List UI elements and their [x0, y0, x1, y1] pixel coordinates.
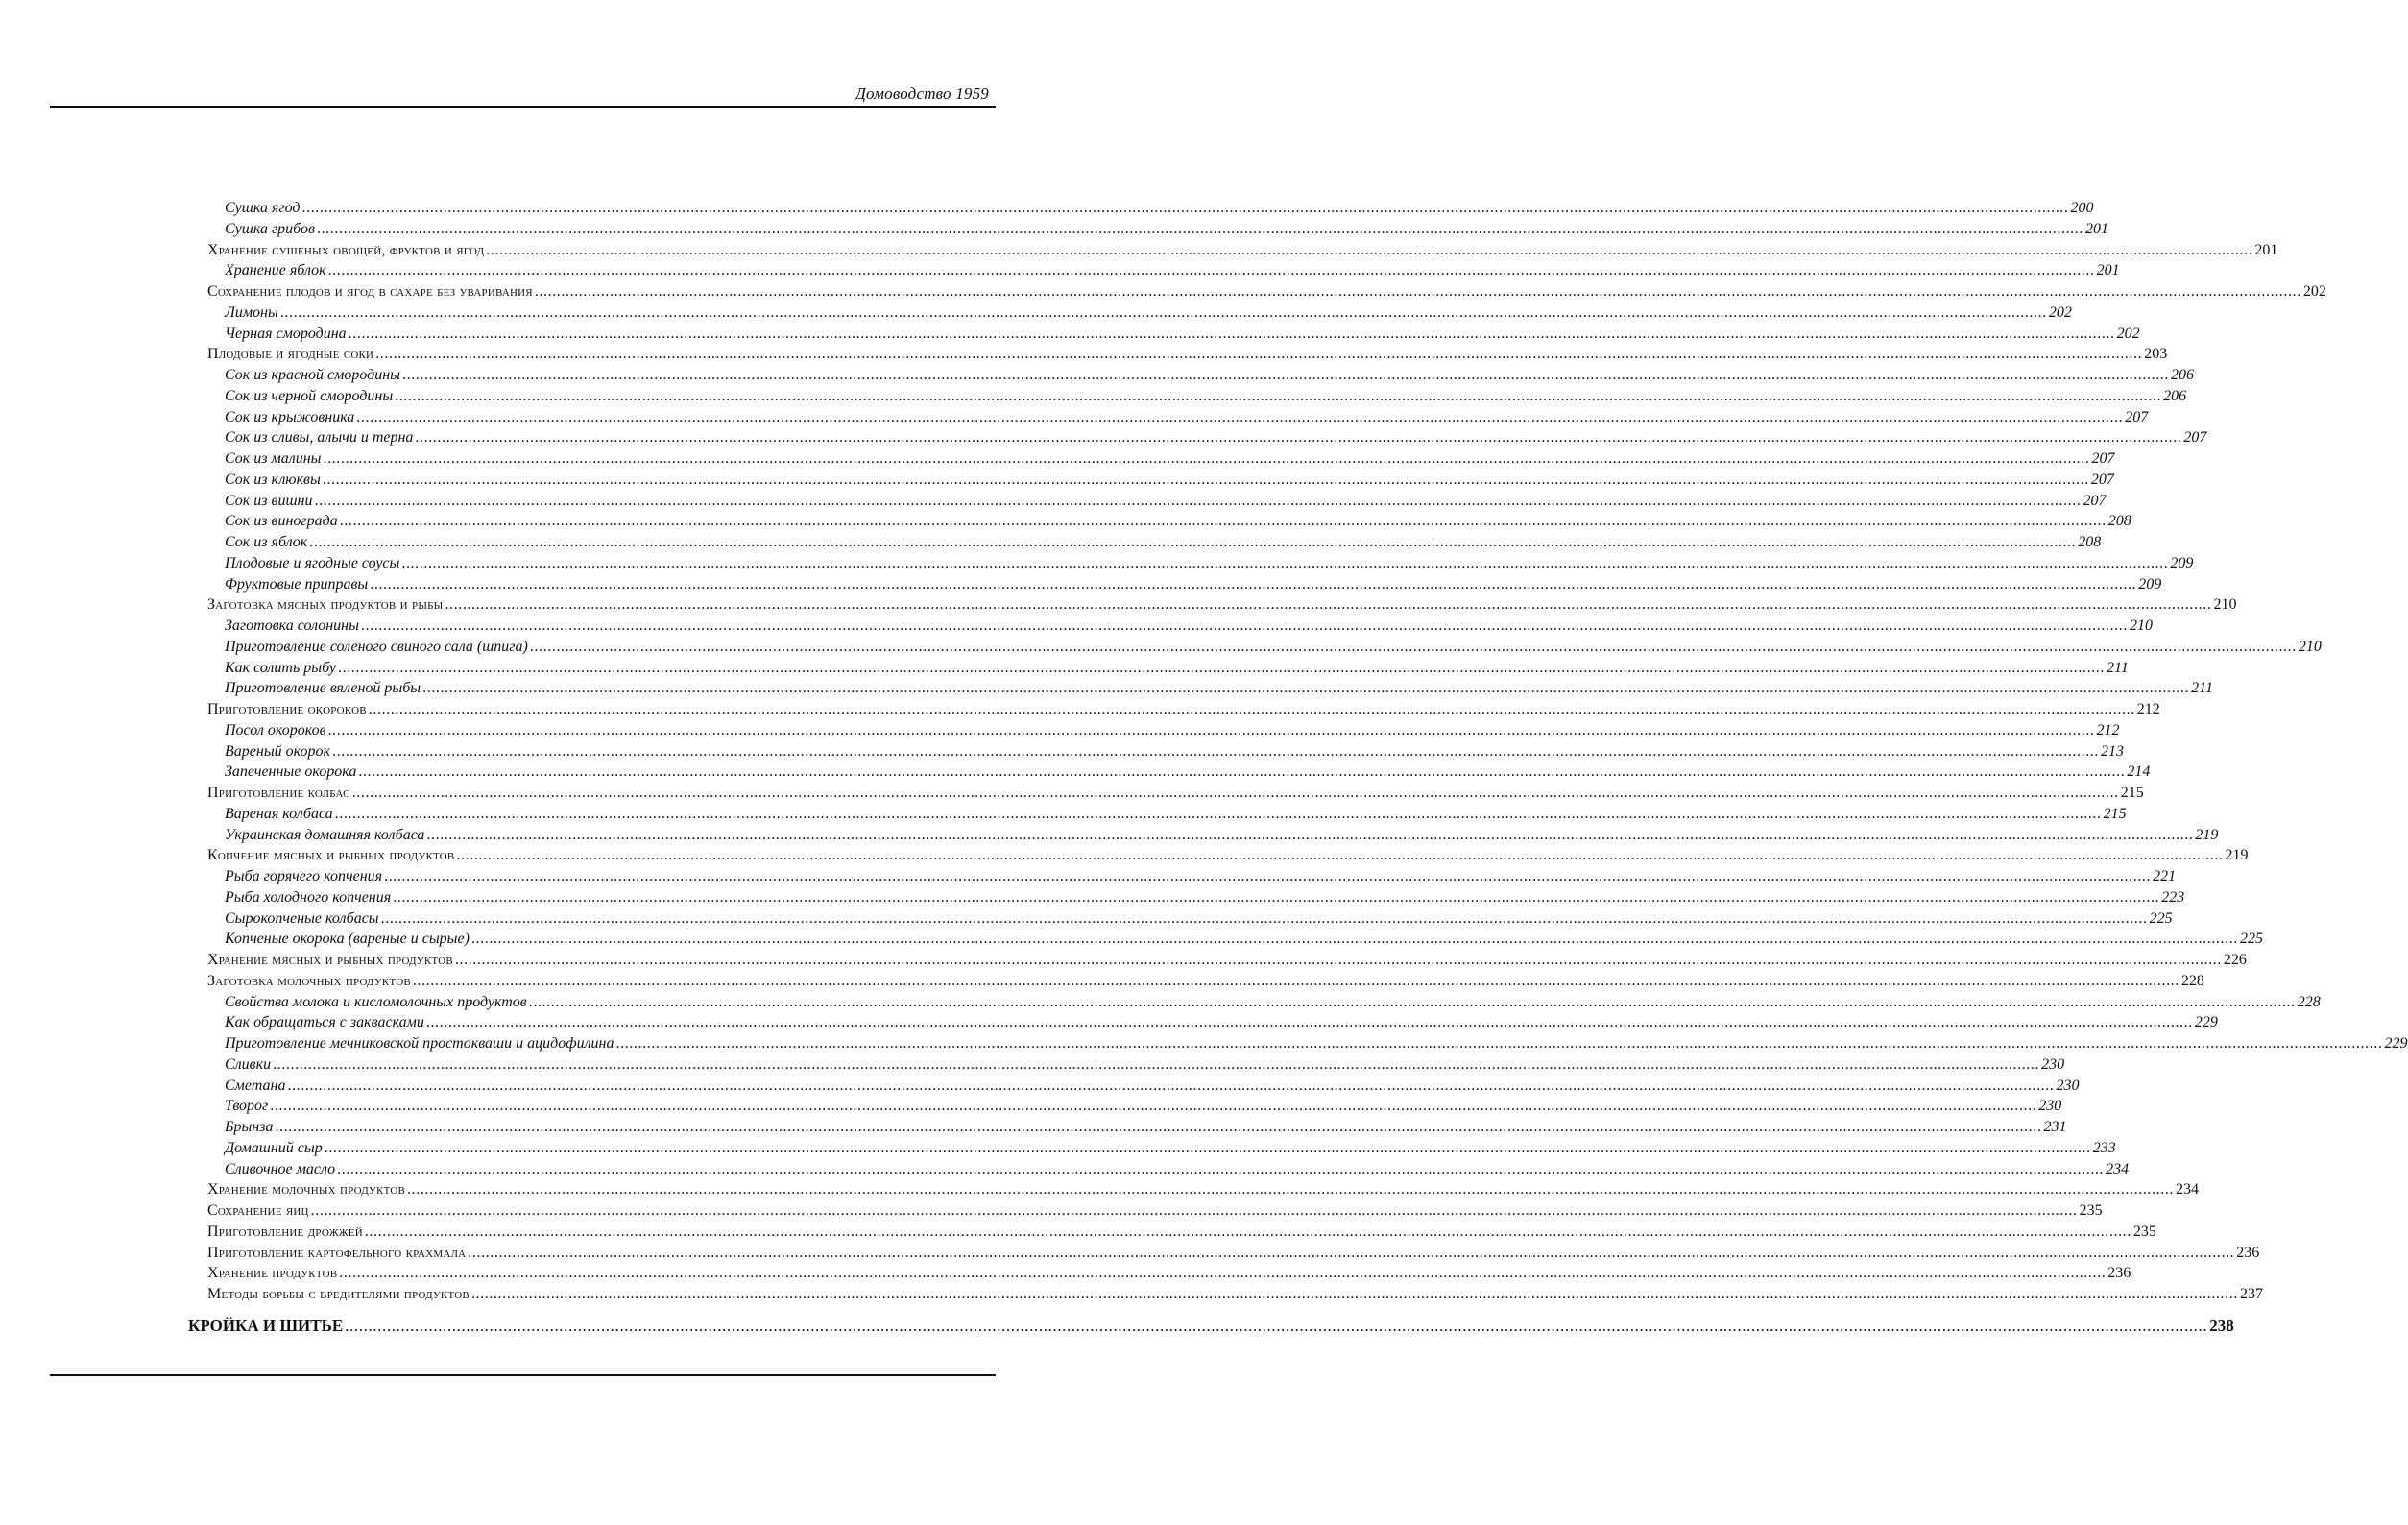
toc-entry-page-number: 214 [2127, 763, 2151, 781]
toc-entry-page-number: 236 [2236, 1244, 2260, 1261]
toc-entry-page-number: 201 [2084, 220, 2108, 237]
toc-chapter-entry [207, 239, 2278, 260]
toc-dot-leader: ................................................................................................................................................................................................................................................................................................................................................................................................................ [395, 387, 2162, 404]
toc-entry-label: Брынза [225, 1119, 274, 1135]
toc-dot-leader: ................................................................................................................................................................................................................................................................................................................................................................................................................ [393, 888, 2160, 906]
toc-entry-label: Заготовка солонины [225, 617, 359, 634]
toc-dot-leader: ................................................................................................................................................................................................................................................................................................................................................................................................................ [425, 1014, 2193, 1031]
toc-dot-leader: ................................................................................................................................................................................................................................................................................................................................................................................................................ [348, 325, 2115, 342]
toc-dot-leader: ................................................................................................................................................................................................................................................................................................................................................................................................................ [310, 1202, 2078, 1219]
toc-dot-leader: ................................................................................................................................................................................................................................................................................................................................................................................................................ [426, 826, 2194, 843]
toc-subentry [225, 677, 2213, 698]
toc-entry-page-number: 202 [2302, 283, 2326, 300]
toc-entry-page-number: 219 [2195, 826, 2219, 843]
toc-entry-page-number: 210 [2298, 638, 2322, 655]
toc-entry-page-number: 202 [2048, 303, 2072, 321]
toc-subentry [225, 865, 2177, 886]
toc-subentry [225, 657, 2129, 678]
toc-subentry [225, 908, 2173, 929]
toc-dot-leader: ................................................................................................................................................................................................................................................................................................................................................................................................................ [339, 513, 2107, 530]
toc-entry-label: Заготовка молочных продуктов [207, 972, 411, 989]
toc-chapter-entry [207, 1199, 2103, 1221]
toc-entry-label: Сок из клюквы [225, 471, 321, 488]
toc-subentry [225, 218, 2108, 239]
toc-dot-leader: ................................................................................................................................................................................................................................................................................................................................................................................................................ [402, 367, 2169, 383]
toc-entry-page-number: 230 [2038, 1098, 2062, 1115]
toc-entry-label: Плодовые и ягодные соки [207, 346, 374, 363]
toc-dot-leader: ................................................................................................................................................................................................................................................................................................................................................................................................................ [445, 596, 2212, 614]
toc-dot-leader: ................................................................................................................................................................................................................................................................................................................................................................................................................ [270, 1098, 2037, 1115]
toc-dot-leader: ................................................................................................................................................................................................................................................................................................................................................................................................................ [470, 1286, 2238, 1302]
toc-dot-leader: ................................................................................................................................................................................................................................................................................................................................................................................................................ [454, 952, 2222, 968]
toc-entry-label: Сохранение плодов и ягод в сахаре без уваривания [207, 283, 533, 300]
toc-entry-label: Как солить рыбу [225, 659, 336, 676]
toc-dot-leader: ................................................................................................................................................................................................................................................................................................................................................................................................................ [528, 993, 2296, 1010]
toc-dot-leader: ................................................................................................................................................................................................................................................................................................................................................................................................................ [334, 805, 2102, 822]
toc-subentry [225, 197, 2094, 218]
toc-entry-label: Сливки [225, 1055, 272, 1073]
toc-entry-page-number: 229 [2194, 1014, 2218, 1031]
toc-entry-page-number: 200 [2070, 200, 2094, 216]
toc-entry-label: Хранение мясных и рыбных продуктов [207, 952, 453, 968]
toc-entry-label: Копчение мясных и рыбных продуктов [207, 847, 455, 864]
toc-dot-leader: ................................................................................................................................................................................................................................................................................................................................................................................................................ [314, 492, 2082, 509]
toc-entry-page-number: 202 [2116, 325, 2140, 342]
toc-entry-page-number: 225 [2149, 909, 2173, 927]
toc-dot-leader: ................................................................................................................................................................................................................................................................................................................................................................................................................ [368, 701, 2135, 717]
toc-dot-leader: ................................................................................................................................................................................................................................................................................................................................................................................................................ [322, 471, 2089, 488]
toc-entry-page-number: 234 [2176, 1181, 2200, 1198]
toc-entry-label: Приготовление картофельного крахмала [207, 1244, 467, 1261]
toc-subentry [225, 406, 2149, 427]
toc-entry-page-number: 213 [2101, 742, 2125, 760]
toc-entry-page-number: 208 [2107, 513, 2131, 530]
toc-entry-label: Вареная колбаса [225, 805, 333, 822]
toc-chapter-entry [207, 1242, 2260, 1263]
toc-dot-leader: ................................................................................................................................................................................................................................................................................................................................................................................................................ [345, 1316, 2208, 1335]
toc-entry-label: Запеченные окорока [225, 763, 357, 781]
toc-dot-leader: ................................................................................................................................................................................................................................................................................................................................................................................................................ [309, 534, 2077, 550]
toc-entry-label: Хранение яблок [225, 262, 326, 279]
toc-dot-leader: ................................................................................................................................................................................................................................................................................................................................................................................................................ [360, 617, 2128, 634]
toc-subentry [225, 1095, 2062, 1116]
toc-subentry [225, 1116, 2067, 1137]
toc-dot-leader: ................................................................................................................................................................................................................................................................................................................................................................................................................ [422, 680, 2190, 697]
toc-chapter-entry [207, 970, 2204, 991]
toc-entry-label: Хранение молочных продуктов [207, 1181, 406, 1198]
toc-entry-page-number: 209 [2170, 554, 2194, 571]
toc-dot-leader: ................................................................................................................................................................................................................................................................................................................................................................................................................ [279, 303, 2047, 321]
toc-subentry [225, 1032, 2408, 1053]
toc-chapter-entry [207, 1262, 2131, 1283]
toc-dot-leader: ................................................................................................................................................................................................................................................................................................................................................................................................................ [316, 220, 2083, 237]
toc-dot-leader: ................................................................................................................................................................................................................................................................................................................................................................................................................ [401, 554, 2169, 571]
toc-entry-page-number: 207 [2091, 450, 2115, 467]
toc-subentry [225, 552, 2194, 573]
toc-entry-page-number: 201 [2254, 241, 2278, 258]
toc-entry-page-number: 221 [2153, 868, 2177, 884]
toc-entry-label: Посол окороков [225, 721, 326, 738]
toc-dot-leader: ................................................................................................................................................................................................................................................................................................................................................................................................................ [470, 931, 2238, 948]
toc-dot-leader: ................................................................................................................................................................................................................................................................................................................................................................................................................ [358, 763, 2126, 781]
toc-entry-page-number: 210 [2129, 617, 2153, 634]
toc-entry-page-number: 230 [2041, 1055, 2065, 1073]
toc-entry-label: КРОЙКА И ШИТЬЕ [188, 1316, 344, 1335]
toc-dot-leader: ................................................................................................................................................................................................................................................................................................................................................................................................................ [338, 659, 2105, 676]
toc-entry-label: Сушка ягод [225, 200, 301, 216]
toc-entry-label: Фруктовые приправы [225, 575, 369, 593]
toc-subentry [225, 1053, 2065, 1075]
toc-subentry [225, 510, 2131, 531]
toc-subentry [225, 928, 2263, 949]
toc-entry-page-number: 226 [2223, 952, 2247, 968]
toc-entry-page-number: 235 [2079, 1202, 2103, 1219]
toc-dot-leader: ................................................................................................................................................................................................................................................................................................................................................................................................................ [384, 868, 2152, 884]
toc-entry-label: Приготовление соленого свиного сала (шпига) [225, 638, 528, 655]
toc-entry-label: Приготовление окороков [207, 701, 367, 717]
toc-entry-page-number: 206 [2171, 367, 2194, 383]
toc-entry-page-number: 201 [2096, 262, 2120, 279]
running-header-title: Домоводство 1959 [855, 85, 989, 103]
toc-entry-label: Сливочное масло [225, 1160, 336, 1177]
toc-entry-label: Сырокопченые колбасы [225, 909, 379, 927]
toc-entry-label: Лимоны [225, 303, 278, 321]
toc-dot-leader: ................................................................................................................................................................................................................................................................................................................................................................................................................ [486, 241, 2253, 258]
toc-dot-leader: ................................................................................................................................................................................................................................................................................................................................................................................................................ [456, 847, 2224, 864]
toc-dot-leader: ................................................................................................................................................................................................................................................................................................................................................................................................................ [273, 1055, 2040, 1073]
toc-entry-page-number: 212 [2096, 721, 2120, 738]
toc-entry-label: Сок из красной смородины [225, 367, 400, 383]
toc-chapter-entry [207, 949, 2247, 970]
toc-entry-page-number: 207 [2183, 429, 2207, 447]
toc-dot-leader: ................................................................................................................................................................................................................................................................................................................................................................................................................ [337, 1160, 2105, 1177]
toc-entry-label: Сок из винограда [225, 513, 338, 530]
toc-section-entry [188, 1315, 2234, 1336]
toc-subentry [225, 803, 2127, 824]
toc-chapter-entry [207, 343, 2168, 364]
toc-chapter-entry [207, 782, 2144, 803]
toc-entry-page-number: 234 [2106, 1160, 2130, 1177]
toc-subentry [225, 364, 2194, 385]
toc-subentry [225, 1137, 2116, 1158]
toc-dot-leader: ................................................................................................................................................................................................................................................................................................................................................................................................................ [415, 429, 2182, 447]
toc-entry-page-number: 207 [2125, 408, 2149, 425]
toc-entry-page-number: 207 [2090, 471, 2114, 488]
toc-entry-page-number: 225 [2239, 931, 2263, 948]
toc-entry-page-number: 223 [2161, 888, 2185, 906]
toc-chapter-entry [207, 1283, 2263, 1304]
toc-entry-page-number: 235 [2132, 1222, 2156, 1240]
toc-entry-page-number: 230 [2056, 1077, 2080, 1094]
toc-entry-label: Сок из сливы, алычи и терна [225, 429, 414, 447]
toc-entry-page-number: 233 [2092, 1139, 2116, 1156]
toc-entry-label: Сок из крыжовника [225, 408, 355, 425]
footer-rule [50, 1374, 996, 1376]
toc-entry-page-number: 219 [2225, 847, 2249, 864]
toc-entry-label: Сушка грибов [225, 220, 315, 237]
toc-entry-label: Приготовление мечниковской простокваши и ацидофилина [225, 1035, 614, 1052]
toc-entry-label: Творог [225, 1098, 269, 1115]
toc-entry-label: Хранение сушеных овощей, фруктов и ягод [207, 241, 485, 258]
toc-entry-label: Приготовление колбас [207, 785, 350, 801]
toc-dot-leader: ................................................................................................................................................................................................................................................................................................................................................................................................................ [339, 1265, 2107, 1282]
toc-dot-leader: ................................................................................................................................................................................................................................................................................................................................................................................................................ [301, 200, 2069, 216]
toc-entry-page-number: 208 [2078, 534, 2102, 550]
toc-dot-leader: ................................................................................................................................................................................................................................................................................................................................................................................................................ [364, 1222, 2131, 1240]
toc-chapter-entry [207, 1178, 2200, 1199]
toc-subentry [225, 573, 2162, 594]
toc-subentry [225, 615, 2153, 636]
toc-entry-page-number: 237 [2239, 1286, 2263, 1302]
toc-dot-leader: ................................................................................................................................................................................................................................................................................................................................................................................................................ [534, 283, 2301, 300]
toc-subentry [225, 824, 2219, 845]
toc-subentry [225, 1158, 2130, 1179]
toc-entry-page-number: 211 [2107, 659, 2129, 676]
toc-dot-leader: ................................................................................................................................................................................................................................................................................................................................................................................................................ [468, 1244, 2235, 1261]
toc-entry-label: Сок из вишни [225, 492, 313, 509]
toc-dot-leader: ................................................................................................................................................................................................................................................................................................................................................................................................................ [529, 638, 2297, 655]
toc-subentry [225, 490, 2107, 511]
toc-entry-label: Сок из черной смородины [225, 387, 394, 404]
toc-dot-leader: ................................................................................................................................................................................................................................................................................................................................................................................................................ [287, 1077, 2055, 1094]
toc-dot-leader: ................................................................................................................................................................................................................................................................................................................................................................................................................ [370, 575, 2137, 593]
toc-entry-label: Сок из малины [225, 450, 322, 467]
toc-subentry [225, 1075, 2080, 1096]
toc-entry-page-number: 215 [2103, 805, 2127, 822]
toc-subentry [225, 740, 2125, 762]
toc-dot-leader: ................................................................................................................................................................................................................................................................................................................................................................................................................ [323, 450, 2090, 467]
toc-entry-page-number: 229 [2384, 1035, 2408, 1052]
toc-subentry [225, 323, 2140, 344]
toc-subentry [225, 531, 2102, 552]
toc-entry-label: Сохранение яиц [207, 1202, 309, 1219]
toc-subentry [225, 636, 2322, 657]
header-rule [50, 106, 996, 108]
toc-chapter-entry [207, 1221, 2156, 1242]
toc-entry-label: Приготовление вяленой рыбы [225, 680, 421, 697]
toc-subentry [225, 302, 2072, 323]
toc-entry-label: Сметана [225, 1077, 286, 1094]
toc-subentry [225, 385, 2187, 406]
toc-dot-leader: ................................................................................................................................................................................................................................................................................................................................................................................................................ [275, 1119, 2042, 1135]
toc-entry-label: Домашний сыр [225, 1139, 323, 1156]
toc-entry-label: Свойства молока и кисломолочных продуктов [225, 993, 527, 1010]
toc-dot-leader: ................................................................................................................................................................................................................................................................................................................................................................................................................ [327, 721, 2095, 738]
toc-dot-leader: ................................................................................................................................................................................................................................................................................................................................................................................................................ [351, 785, 2119, 801]
toc-entry-label: Рыба холодного копчения [225, 888, 392, 906]
toc-entry-label: Методы борьбы с вредителями продуктов [207, 1286, 470, 1302]
toc-entry-label: Украинская домашняя колбаса [225, 826, 425, 843]
toc-subentry [225, 886, 2185, 908]
toc-entry-page-number: 211 [2191, 680, 2213, 697]
toc-chapter-entry [207, 698, 2160, 719]
toc-dot-leader: ................................................................................................................................................................................................................................................................................................................................................................................................................ [375, 346, 2143, 363]
toc-subentry [225, 426, 2207, 448]
toc-dot-leader: ................................................................................................................................................................................................................................................................................................................................................................................................................ [412, 972, 2179, 989]
toc-entry-page-number: 206 [2163, 387, 2187, 404]
toc-entry-page-number: 203 [2144, 346, 2168, 363]
toc-entry-label: Рыба горячего копчения [225, 868, 383, 884]
toc-entry-page-number: 231 [2043, 1119, 2067, 1135]
toc-entry-page-number: 210 [2213, 596, 2237, 614]
toc-dot-leader: ................................................................................................................................................................................................................................................................................................................................................................................................................ [327, 262, 2095, 279]
toc-entry-label: Сок из яблок [225, 534, 308, 550]
toc-entry-label: Хранение продуктов [207, 1265, 338, 1282]
toc-entry-page-number: 207 [2083, 492, 2107, 509]
toc-subentry [225, 469, 2114, 490]
toc-subentry [225, 719, 2120, 740]
toc-subentry [225, 991, 2321, 1012]
toc-entry-page-number: 212 [2136, 701, 2160, 717]
toc-dot-leader: ................................................................................................................................................................................................................................................................................................................................................................................................................ [407, 1181, 2175, 1198]
toc-entry-page-number: 238 [2209, 1316, 2234, 1335]
toc-entry-page-number: 228 [2297, 993, 2321, 1010]
toc-entry-label: Черная смородина [225, 325, 347, 342]
toc-dot-leader: ................................................................................................................................................................................................................................................................................................................................................................................................................ [324, 1139, 2091, 1156]
toc-chapter-entry [207, 844, 2249, 865]
toc-subentry [225, 761, 2151, 782]
toc-entry-label: Заготовка мясных продуктов и рыбы [207, 596, 444, 614]
toc-entry-page-number: 209 [2138, 575, 2162, 593]
toc-subentry [225, 1011, 2218, 1032]
toc-chapter-entry [207, 593, 2237, 615]
toc-entry-page-number: 236 [2107, 1265, 2131, 1282]
toc-dot-leader: ................................................................................................................................................................................................................................................................................................................................................................................................................ [380, 909, 2148, 927]
toc-dot-leader: ................................................................................................................................................................................................................................................................................................................................................................................................................ [615, 1035, 2383, 1052]
toc-dot-leader: ................................................................................................................................................................................................................................................................................................................................................................................................................ [332, 742, 2100, 760]
toc-dot-leader: ................................................................................................................................................................................................................................................................................................................................................................................................................ [356, 408, 2124, 425]
toc-entry-page-number: 228 [2180, 972, 2204, 989]
toc-entry-label: Приготовление дрожжей [207, 1222, 363, 1240]
toc-entry-page-number: 215 [2120, 785, 2144, 801]
toc-subentry [225, 259, 2120, 280]
toc-entry-label: Как обращаться с заквасками [225, 1014, 424, 1031]
toc-entry-label: Плодовые и ягодные соусы [225, 554, 400, 571]
toc-entry-label: Копченые окорока (вареные и сырые) [225, 931, 470, 948]
toc-subentry [225, 448, 2115, 469]
toc-entry-label: Вареный окорок [225, 742, 331, 760]
toc-chapter-entry [207, 280, 2326, 302]
